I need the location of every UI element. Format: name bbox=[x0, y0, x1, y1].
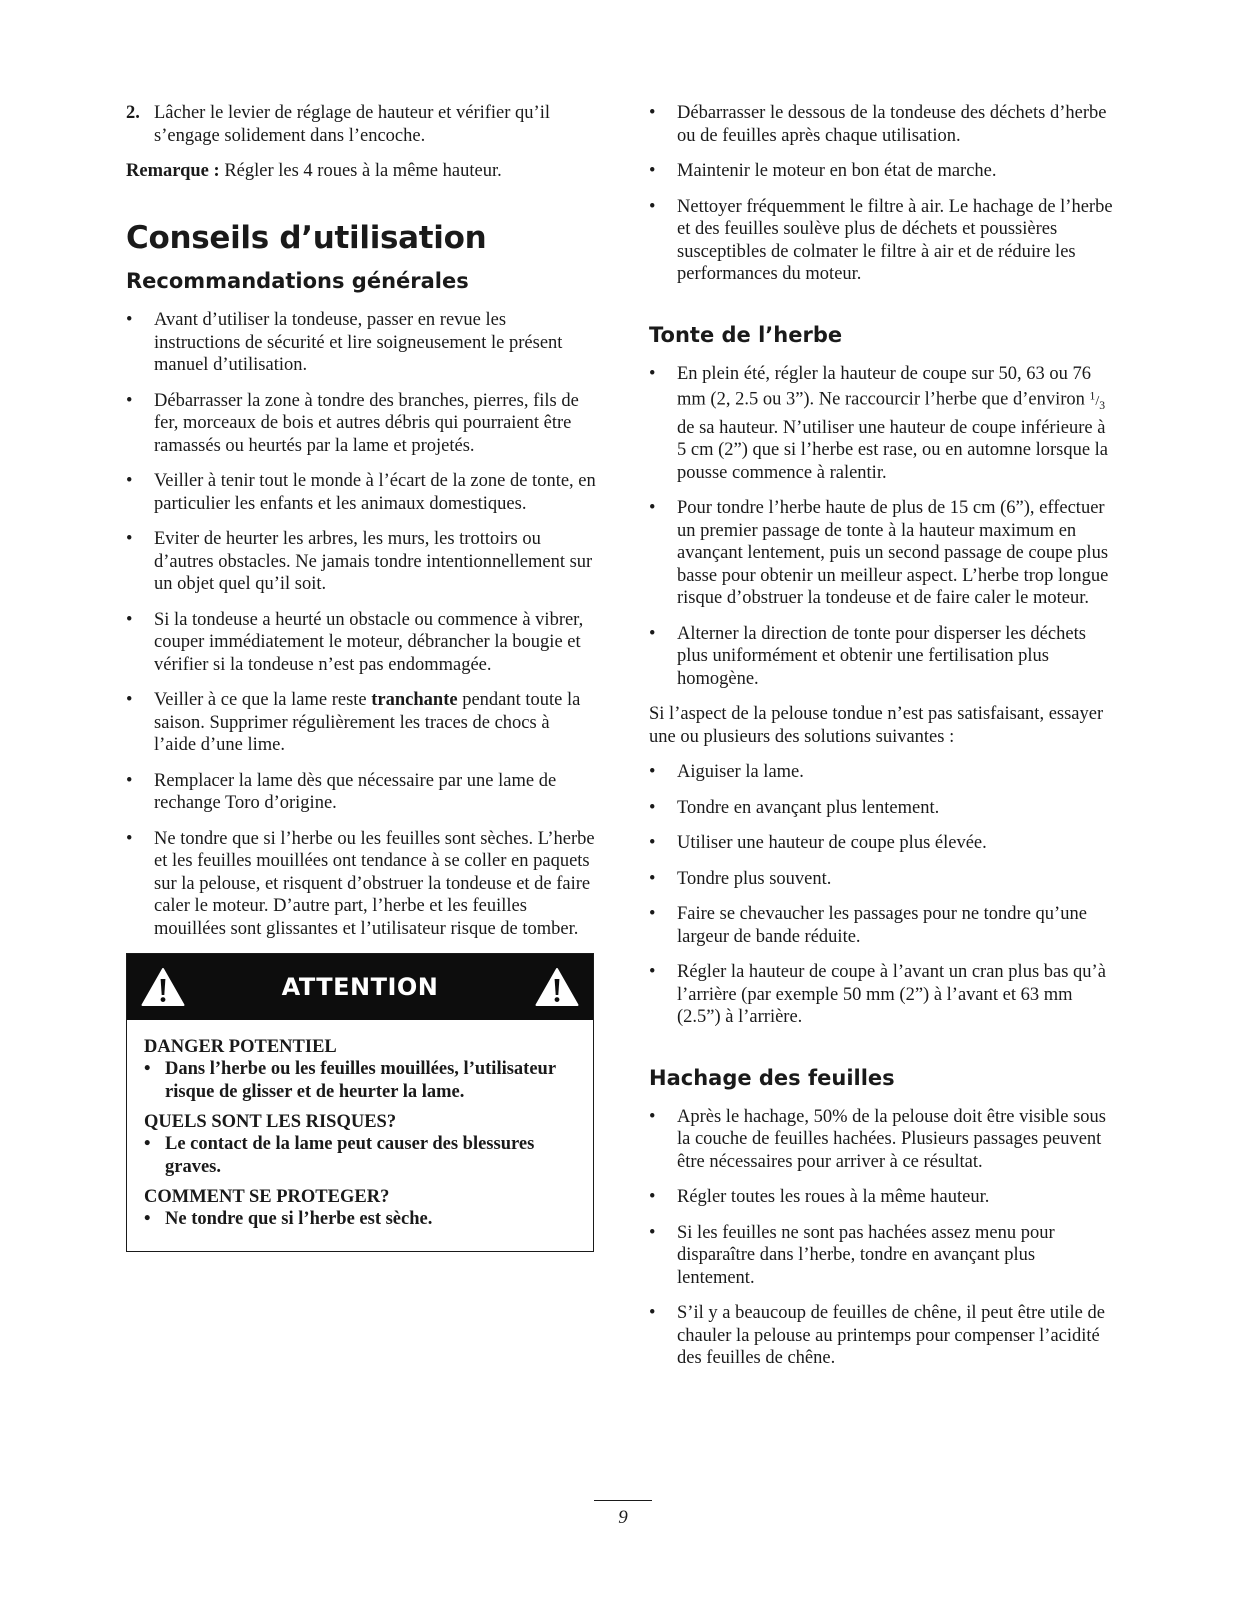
general-recommendations-list bbox=[126, 309, 596, 940]
left-column bbox=[126, 102, 596, 1252]
warning-triangle-icon bbox=[141, 967, 185, 1007]
fraction-one-third: $^1/_3$ bbox=[1089, 389, 1106, 412]
section-title: Conseils d’utilisation bbox=[126, 220, 487, 256]
warning-title: ATTENTION bbox=[281, 973, 439, 1001]
maintenance-list bbox=[649, 102, 1114, 286]
bullet-icon: • bbox=[126, 609, 133, 630]
bullet-icon: • bbox=[126, 471, 133, 491]
bullet-icon: • bbox=[649, 868, 656, 889]
bullet-icon: • bbox=[649, 196, 656, 217]
step-2 bbox=[126, 102, 596, 148]
list-item: • Alterner la direction de tonte pour disperser les déchets plus uniformément et obtenir une fertilisation plus homogène. bbox=[649, 623, 1086, 689]
right-column bbox=[649, 102, 1114, 1383]
list-item: • Utiliser une hauteur de coupe plus élevée. bbox=[649, 833, 987, 854]
step-number: 2. bbox=[126, 103, 140, 123]
list-item: • Veiller à tenir tout le monde à l’écart de la zone de tonte, en particulier les enfants et les animaux domestiques. bbox=[126, 471, 596, 514]
warning-item: • Dans l’herbe ou les feuilles mouillées, l’utilisateur risque de glisser et de heurter la lame. bbox=[144, 1059, 556, 1102]
note-label: Remarque : bbox=[126, 161, 220, 181]
list-item: • Avant d’utiliser la tondeuse, passer en revue les instructions de sécurité et lire soigneusement le présent manuel d’utilisation. bbox=[126, 310, 563, 375]
bullet-icon: • bbox=[649, 1222, 656, 1243]
warning-item: • Le contact de la lame peut causer des blessures graves. bbox=[144, 1134, 535, 1177]
bullet-icon: • bbox=[649, 1303, 656, 1324]
note-text: Régler les 4 roues à la même hauteur. bbox=[224, 161, 502, 181]
bullet-icon: • bbox=[649, 1106, 656, 1127]
list-item: • Débarrasser le dessous de la tondeuse des déchets d’herbe ou de feuilles après chaque utilisation. bbox=[649, 103, 1107, 146]
list-item: • Aiguiser la lame. bbox=[649, 762, 804, 783]
bullet-icon: • bbox=[649, 833, 656, 854]
bullet-icon: • bbox=[649, 762, 656, 783]
list-item: • Débarrasser la zone à tondre des branches, pierres, fils de fer, morceaux de bois et autres débris qui pourraient être ramassés ou heurtés par la lame et projetés. bbox=[126, 390, 579, 456]
list-item: • S’il y a beaucoup de feuilles de chêne, il peut être utile de chauler la pelouse au printemps pour compenser l’acidité des feuilles de chêne. bbox=[649, 1303, 1105, 1369]
list-item: • Pour tondre l’herbe haute de plus de 15 cm (6”), effectuer un premier passage de tonte à la hauteur maximum en avançant lentement, puis un second passage de coupe plus basse pour obtenir un meilleur aspect. L’herbe trop longue risque d’obstruer la tondeuse et de faire caler le moteur. bbox=[649, 498, 1109, 609]
bullet-icon: • bbox=[649, 797, 656, 818]
bullet-icon: • bbox=[649, 904, 656, 925]
warning-heading-danger: DANGER POTENTIEL bbox=[144, 1037, 337, 1057]
bullet-icon: • bbox=[649, 1187, 656, 1208]
subsection-title-mowing: Tonte de l’herbe bbox=[649, 322, 843, 347]
list-item: • Faire se chevaucher les passages pour ne tondre qu’une largeur de bande réduite. bbox=[649, 904, 1087, 947]
mowing-paragraph: Si l’aspect de la pelouse tondue n’est pas satisfaisant, essayer une ou plusieurs des solutions suivantes : bbox=[649, 704, 1104, 747]
note bbox=[126, 160, 596, 183]
list-item: • Tondre en avançant plus lentement. bbox=[649, 797, 940, 818]
bullet-icon: • bbox=[126, 690, 133, 710]
bullet-icon: • bbox=[649, 498, 656, 519]
warning-triangle-icon bbox=[535, 967, 579, 1007]
bullet-icon: • bbox=[649, 161, 656, 181]
bullet-icon: • bbox=[649, 623, 656, 644]
list-item: • Si la tondeuse a heurté un obstacle ou commence à vibrer, couper immédiatement le moteur, débrancher la bougie et vérifier si la tondeuse n’est pas endommagée. bbox=[126, 609, 584, 675]
list-item: • Régler la hauteur de coupe à l’avant un cran plus bas qu’à l’arrière (par exemple 50 mm (2”) à l’avant et 63 mm (2.5”) à l’arrière. bbox=[649, 962, 1106, 1028]
bullet-icon: • bbox=[144, 1059, 151, 1079]
list-item: • Nettoyer fréquemment le filtre à air. Le hachage de l’herbe et des feuilles soulève plus de déchets et poussières susceptibles de colmater le filtre à air et de réduire les performances du moteur. bbox=[649, 196, 1113, 284]
warning-item: • Ne tondre que si l’herbe est sèche. bbox=[144, 1209, 433, 1229]
warning-heading-risks: QUELS SONT LES RISQUES? bbox=[144, 1112, 397, 1132]
list-item: • Tondre plus souvent. bbox=[649, 868, 832, 889]
bullet-icon: • bbox=[126, 529, 133, 549]
bullet-icon: • bbox=[144, 1134, 151, 1154]
warning-heading-protect: COMMENT SE PROTEGER? bbox=[144, 1187, 390, 1207]
bullet-icon: • bbox=[144, 1209, 151, 1229]
warning-body bbox=[127, 1020, 593, 1251]
bullet-icon: • bbox=[649, 363, 656, 384]
mowing-list bbox=[649, 363, 1114, 691]
bullet-icon: • bbox=[126, 310, 133, 330]
bullet-icon: • bbox=[126, 390, 133, 411]
bullet-icon: • bbox=[126, 828, 133, 849]
warning-box bbox=[126, 953, 594, 1252]
leaves-list bbox=[649, 1106, 1114, 1370]
list-item: • Veiller à ce que la lame reste tranchante pendant toute la saison. Supprimer régulièrement les traces de chocs à l’aide d’une lime. bbox=[126, 690, 581, 755]
list-item: • Ne tondre que si l’herbe ou les feuilles sont sèches. L’herbe et les feuilles mouillées ont tendance à se coller en paquets sur la pelouse, et risquent d’obstruer la tondeuse et de faire caler le moteur. D’autre part, l’herbe et les feuilles mouillées sont glissantes et l’utilisateur risque de tomber. bbox=[126, 828, 595, 939]
warning-header bbox=[127, 954, 593, 1020]
step-text: Lâcher le levier de réglage de hauteur et vérifier qu’il s’engage solidement dans l’encoche. bbox=[154, 103, 550, 146]
page-number: 9 bbox=[618, 1507, 628, 1528]
bullet-icon: • bbox=[126, 770, 133, 791]
solutions-list bbox=[649, 761, 1114, 1029]
list-item: • Régler toutes les roues à la même hauteur. bbox=[649, 1187, 990, 1208]
list-item: • En plein été, régler la hauteur de coupe sur 50, 63 ou 76 mm (2, 2.5 ou 3”). Ne raccourcir l’herbe que d’environ $^1/_3$ de sa hauteur. N’utiliser une hauteur de coupe inférieure à 5 cm (2”) que si l’herbe est rase, ou en automne lorsque la pousse commence à ralentir. bbox=[649, 363, 1109, 483]
subsection-title-general: Recommandations générales bbox=[126, 269, 469, 293]
list-item: • Maintenir le moteur en bon état de marche. bbox=[649, 161, 997, 181]
list-item: • Eviter de heurter les arbres, les murs, les trottoirs ou d’autres obstacles. Ne jamais tondre intentionnellement sur un objet quel qu’il soit. bbox=[126, 529, 593, 594]
list-item: • Après le hachage, 50% de la pelouse doit être visible sous la couche de feuilles hachées. Plusieurs passages peuvent être nécessaires pour arriver à ce résultat. bbox=[649, 1106, 1106, 1172]
bullet-icon: • bbox=[649, 103, 656, 123]
emphasis-sharp: tranchante bbox=[371, 690, 458, 710]
list-item: • Si les feuilles ne sont pas hachées assez menu pour disparaître dans l’herbe, tondre en avançant plus lentement. bbox=[649, 1222, 1055, 1288]
bullet-icon: • bbox=[649, 962, 656, 983]
list-item: • Remplacer la lame dès que nécessaire par une lame de rechange Toro d’origine. bbox=[126, 770, 557, 813]
subsection-title-leaves: Hachage des feuilles bbox=[649, 1065, 895, 1090]
footer-rule bbox=[594, 1500, 652, 1501]
